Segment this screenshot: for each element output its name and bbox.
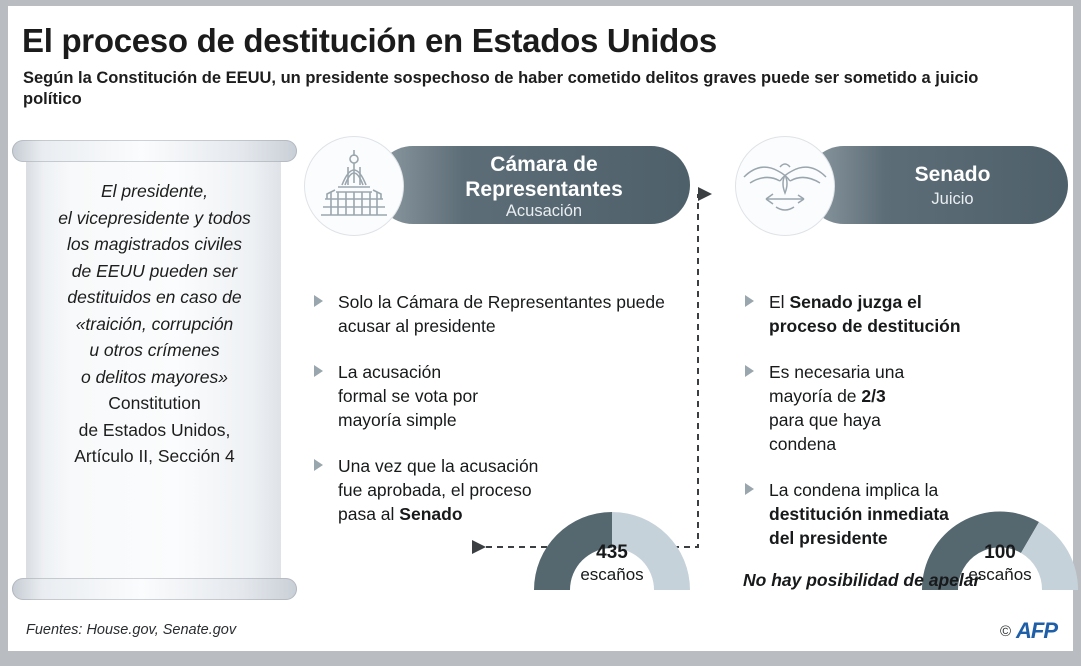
eagle-icon: [735, 136, 835, 236]
scroll-source: Constitution de Estados Unidos, Artículo II, Sección 4: [74, 393, 235, 466]
triangle-bullet-icon: [314, 459, 323, 471]
copyright-symbol: ©: [999, 622, 1011, 640]
bullet-text: Una vez que la acusación fue aprobada, el proceso pasa al Senado: [338, 456, 539, 524]
bullet-text: El Senado juzga el proceso de destitución: [769, 292, 961, 336]
scroll-roll-top: [12, 140, 297, 162]
triangle-bullet-icon: [745, 483, 754, 495]
senate-gauge-label: escaños: [968, 565, 1032, 584]
scroll-roll-bottom: [12, 578, 297, 600]
house-gauge-label: escaños: [580, 565, 644, 584]
afp-logo: AFP: [1016, 618, 1057, 643]
bullet-text: Solo la Cámara de Representantes puede acusar al presidente: [338, 292, 665, 336]
triangle-bullet-icon: [314, 295, 323, 307]
sources-text: Fuentes: House.gov, Senate.gov: [26, 622, 237, 638]
house-column: [304, 136, 704, 584]
bullet-item: [743, 290, 1073, 338]
house-gauge-value: 435: [596, 542, 628, 563]
senate-title: Senado: [914, 163, 991, 186]
house-subtitle: Acusación: [505, 202, 583, 220]
capitol-dome-icon: [304, 136, 404, 236]
triangle-bullet-icon: [314, 365, 323, 377]
triangle-bullet-icon: [745, 295, 754, 307]
bullet-item: [312, 290, 702, 338]
bullet-text: La acusación formal se vota por mayoría simple: [338, 362, 479, 430]
page-subtitle: Según la Constitución de EEUU, un presidente sospechoso de haber cometido delitos graves puede ser sometido a juicio político: [23, 69, 979, 108]
house-gauge: [522, 494, 702, 598]
bullet-text: La condena implica la destitución inmediata del presidente: [769, 480, 949, 548]
senate-badge: [735, 136, 1080, 232]
bullet-text: Es necesaria una mayoría de 2/3 para que haya condena: [769, 362, 905, 454]
bullet-item: [312, 360, 702, 432]
triangle-bullet-icon: [745, 365, 754, 377]
credit: [1000, 618, 1057, 644]
infographic-canvas: [8, 6, 1073, 651]
bullet-item: [743, 360, 1073, 456]
house-badge: [304, 136, 704, 232]
senate-subtitle: Juicio: [931, 190, 974, 208]
senate-gauge-value: 100: [984, 542, 1016, 563]
scroll-text: [32, 178, 277, 470]
constitution-scroll: [12, 140, 297, 600]
scroll-quote: El presidente, el vicepresidente y todos los magistrados civiles de EEUU pueden ser destituidos en caso de «traición, corrupción u otros crímenes o delitos mayores»: [58, 181, 251, 387]
house-title: Cámara de Representantes: [465, 153, 623, 201]
page-title: El proceso de destitución en Estados Unidos: [22, 22, 717, 59]
senate-note: No hay posibilidad de apelar: [743, 570, 981, 590]
